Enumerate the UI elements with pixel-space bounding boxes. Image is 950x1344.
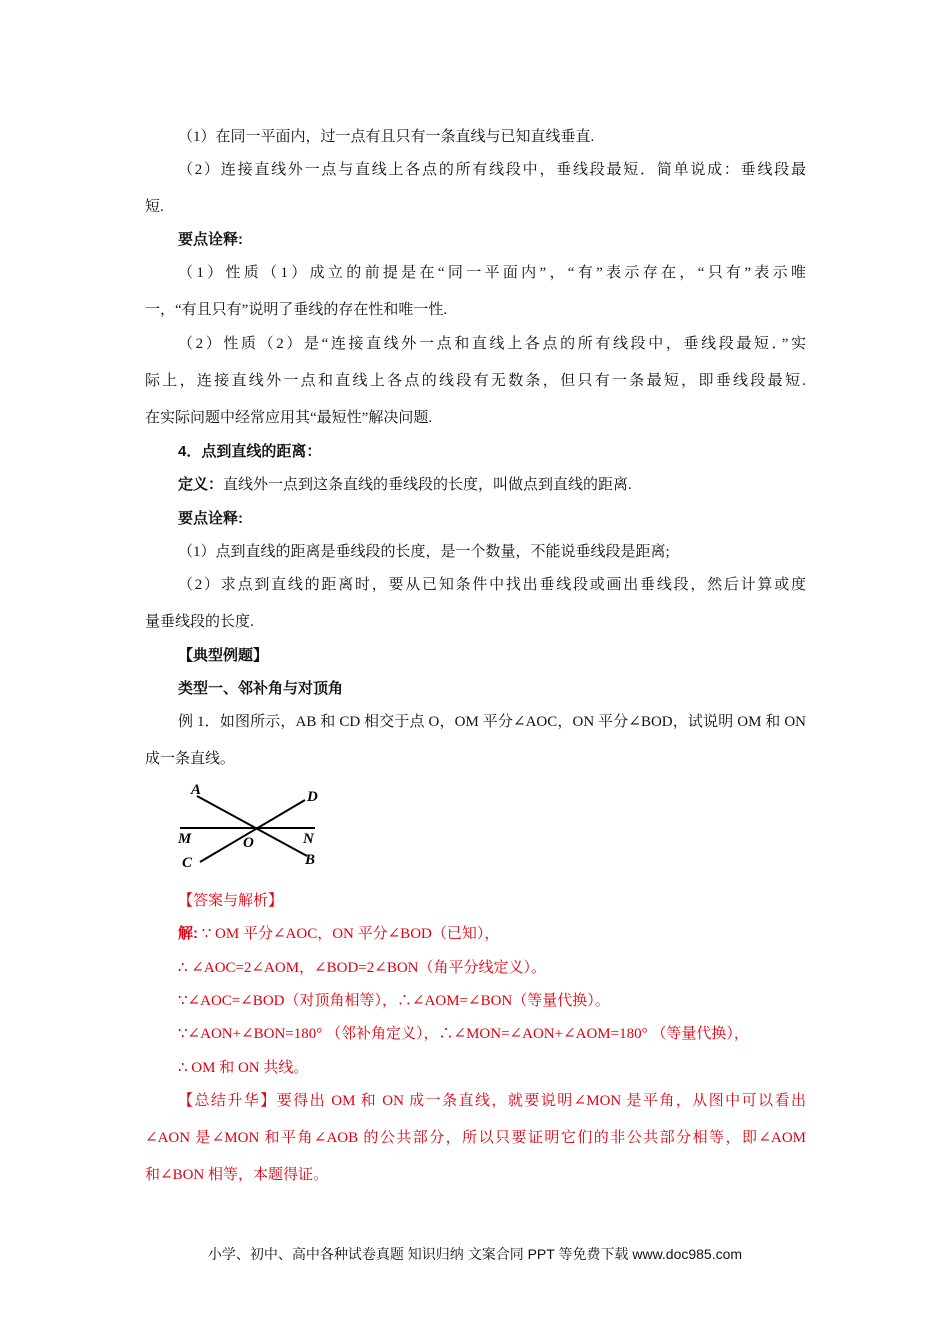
solution-line-1 [178, 923, 806, 945]
solution-line-2: ∴ ∠AOC=2∠AOM，∠BOD=2∠BON（角平分线定义）。 [178, 960, 546, 976]
property-2-line-2: 短. [145, 199, 164, 215]
definition-text: 直线外一点到这条直线的垂线段的长度，叫做点到直线的距离. [223, 477, 632, 493]
property-1: （1）在同一平面内，过一点有且只有一条直线与已知直线垂直. [178, 129, 595, 145]
example-1-line-1: 例 1．如图所示，AB 和 CD 相交于点 O，OM 平分∠AOC，ON 平分∠BOD，试说明 OM 和 ON [178, 714, 806, 730]
note-1-line-1: （1）性质（1）成立的前提是在“同一平面内”，“有”表示存在，“只有”表示唯 [178, 265, 806, 281]
section-4-heading: 4．点到直线的距离： [178, 443, 322, 460]
summary-line-3: 和∠BON 相等，本题得证。 [145, 1167, 328, 1183]
line-cd [200, 800, 305, 862]
definition-label: 定义： [178, 476, 224, 493]
summary-line-1 [178, 1090, 806, 1112]
label-d: D [307, 789, 318, 805]
intersecting-lines-diagram [175, 778, 325, 873]
property-2-line-1: （2）连接直线外一点与直线上各点的所有线段中，垂线段最短．简单说成：垂线段最 [178, 162, 806, 178]
note-1-line-2: 一，“有且只有”说明了垂线的存在性和唯一性. [145, 302, 448, 318]
solution-line-4: ∵∠AON+∠BON=180° （邻补角定义），∴∠MON=∠AON+∠AOM=180° （等量代换）， [178, 1026, 749, 1042]
definition [178, 474, 806, 496]
label-m: M [178, 831, 192, 847]
example-1-line-2: 成一条直线。 [145, 751, 236, 767]
solution-line-5: ∴ OM 和 ON 共线。 [178, 1060, 309, 1076]
solution-label: 解: [178, 925, 198, 942]
solution-text-1: ∵ OM 平分∠AOC，ON 平分∠BOD（已知）， [198, 926, 500, 942]
key-points-heading-2: 要点诠释: [178, 510, 243, 527]
point-2-line-1: （2）求点到直线的距离时，要从已知条件中找出垂线段或画出垂线段，然后计算或度 [178, 577, 806, 593]
summary-text-1: 要得出 OM 和 ON 成一条直线，就要说明∠MON 是平角，从图中可以看出 [276, 1093, 806, 1109]
type-1-heading: 类型一、邻补角与对顶角 [178, 680, 344, 697]
note-2-line-2: 际上，连接直线外一点和直线上各点的线段有无数条，但只有一条最短，即垂线段最短. [145, 373, 806, 389]
summary-line-2: ∠AON 是∠MON 和平角∠AOB 的公共部分，所以只要证明它们的非公共部分相等，即∠AOM [145, 1130, 806, 1146]
label-c: C [182, 855, 193, 871]
answer-heading: 【答案与解析】 [178, 893, 284, 909]
key-points-heading: 要点诠释: [178, 231, 243, 248]
footer-watermark: 小学、初中、高中各种试卷真题 知识归纳 文案合同 PPT 等免费下载 www.doc985.com [207, 1246, 743, 1262]
label-b: B [305, 852, 316, 868]
solution-line-3: ∵∠AOC=∠BOD（对顶角相等），∴∠AOM=∠BON（等量代换）。 [178, 993, 610, 1009]
point-1: （1）点到直线的距离是垂线段的长度，是一个数量，不能说垂线段是距离; [178, 544, 670, 560]
note-2-line-3: 在实际问题中经常应用其“最短性”解决问题. [145, 410, 433, 426]
examples-heading: 【典型例题】 [178, 647, 269, 664]
note-2-line-1: （2）性质（2）是“连接直线外一点和直线上各点的所有线段中，垂线段最短．”实 [178, 336, 806, 352]
label-o: O [243, 835, 254, 851]
label-a: A [191, 782, 202, 798]
summary-heading: 【总结升华】 [178, 1093, 277, 1109]
point-2-line-2: 量垂线段的长度. [145, 614, 254, 630]
label-n: N [303, 831, 314, 847]
